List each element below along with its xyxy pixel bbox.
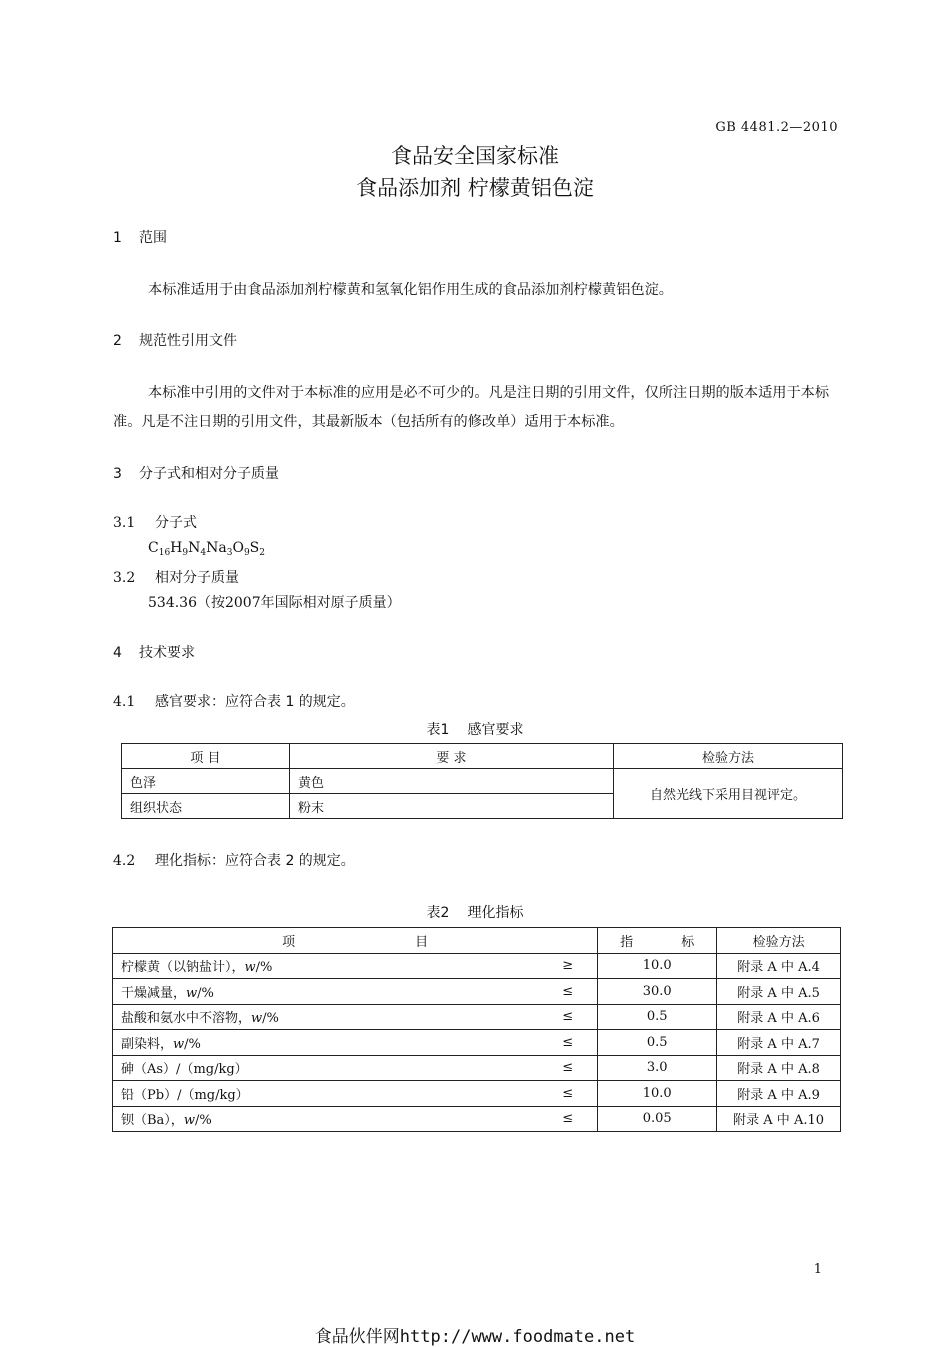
header-cell: 检验方法 <box>614 744 843 769</box>
item-unit-suffix: /% <box>194 1113 212 1129</box>
comparison-symbol: ≤ <box>541 1081 598 1107</box>
requirement-cell: 粉末 <box>290 794 614 819</box>
item-name: 钡（Ba）， <box>121 1113 184 1129</box>
section-title: 感官要求：应符合表 1 的规定。 <box>155 694 355 710</box>
section-number: 3 <box>113 466 122 482</box>
section-number: 4.2 <box>113 853 136 869</box>
footer-site-name: 食品伙伴网 <box>314 1327 400 1347</box>
header-cell-index <box>598 928 717 954</box>
header-item-b: 目 <box>415 934 429 950</box>
footer <box>0 1322 950 1347</box>
index-value-cell: 0.05 <box>598 1106 717 1132</box>
standard-number: GB 4481.2—2010 <box>715 120 838 135</box>
table-row <box>122 769 843 794</box>
item-unit-symbol: w <box>244 960 256 976</box>
header-cell-item <box>113 928 598 954</box>
section-4-heading <box>113 642 195 662</box>
table-row <box>113 953 841 979</box>
item-cell <box>113 979 542 1005</box>
section-title: 理化指标：应符合表 2 的规定。 <box>155 853 355 869</box>
formula-element: C <box>148 540 159 556</box>
item-cell: 组织状态 <box>122 794 290 819</box>
caption-number: 表2 <box>426 905 450 921</box>
index-value-cell: 10.0 <box>598 953 717 979</box>
item-name: 副染料， <box>121 1036 174 1052</box>
index-value-cell: 30.0 <box>598 979 717 1005</box>
method-cell: 附录 A 中 A.6 <box>717 1004 841 1030</box>
table-row <box>113 1004 841 1030</box>
item-cell: 色泽 <box>122 769 290 794</box>
item-cell <box>113 1030 542 1056</box>
item-cell <box>113 1055 542 1081</box>
section-3-1-heading <box>113 512 197 532</box>
method-cell: 附录 A 中 A.4 <box>717 953 841 979</box>
section-number: 1 <box>113 230 122 246</box>
section-title: 分子式和相对分子质量 <box>139 466 279 482</box>
table-1-sensory <box>121 743 843 819</box>
method-cell: 附录 A 中 A.5 <box>717 979 841 1005</box>
table-row <box>113 1055 841 1081</box>
header-cell: 项 目 <box>122 744 290 769</box>
table-header-row <box>122 744 843 769</box>
page-number: 1 <box>813 1262 822 1277</box>
formula-element: S <box>249 540 260 556</box>
header-item-a: 项 <box>282 934 296 950</box>
formula-element: Na <box>206 540 227 556</box>
header-index-a: 指 <box>620 934 634 950</box>
requirement-cell: 黄色 <box>290 769 614 794</box>
section-3-heading <box>113 463 279 483</box>
section-number: 4 <box>113 645 122 661</box>
item-cell <box>113 1106 542 1132</box>
item-name: 盐酸和氨水中不溶物， <box>121 1011 252 1027</box>
section-title: 技术要求 <box>139 645 195 661</box>
caption-number: 表1 <box>426 722 450 738</box>
item-cell <box>113 1081 542 1107</box>
section-1-text: 本标准适用于由食品添加剂柠檬黄和氢氧化铝作用生成的食品添加剂柠檬黄铝色淀。 <box>148 282 673 298</box>
section-number: 2 <box>113 333 122 349</box>
item-unit-symbol: w <box>173 1036 185 1052</box>
table-row <box>113 1030 841 1056</box>
section-title: 相对分子质量 <box>155 570 239 586</box>
comparison-symbol: ≤ <box>541 1004 598 1030</box>
formula-element: N <box>188 540 201 556</box>
comparison-symbol: ≤ <box>541 1106 598 1132</box>
caption-title: 感官要求 <box>467 722 524 738</box>
method-cell: 附录 A 中 A.10 <box>717 1106 841 1132</box>
comparison-symbol: ≥ <box>541 953 598 979</box>
molecular-formula <box>148 540 265 558</box>
section-title: 规范性引用文件 <box>139 333 237 349</box>
section-3-2-heading <box>113 567 239 587</box>
header-index-b: 标 <box>681 934 695 950</box>
index-value-cell: 10.0 <box>598 1081 717 1107</box>
table-row <box>113 979 841 1005</box>
item-cell <box>113 1004 542 1030</box>
item-unit-suffix: /% <box>184 1036 201 1052</box>
item-unit-suffix: /% <box>197 985 214 1001</box>
molecular-mass: 534.36（按2007年国际相对原子质量） <box>148 595 401 611</box>
formula-element: O <box>232 540 244 556</box>
formula-subscript: 2 <box>259 548 265 558</box>
section-number: 3.1 <box>113 515 136 531</box>
table-2-physicochemical <box>112 927 841 1132</box>
header-cell-method: 检验方法 <box>717 928 841 954</box>
section-2-text: 本标准中引用的文件对于本标准的应用是必不可少的。凡是注日期的引用文件，仅所注日期的版本适用于本标准。凡是不注日期的引用文件，其最新版本（包括所有的修改单）适用于本标准。 <box>113 385 830 430</box>
formula-subscript: 9 <box>182 548 189 558</box>
doc-title-line1: 食品安全国家标准 <box>391 144 559 168</box>
item-name: 柠檬黄（以钠盐计）， <box>121 960 245 976</box>
item-unit-suffix: /% <box>255 960 273 976</box>
item-unit-symbol: w <box>186 985 198 1001</box>
header-cell: 要 求 <box>290 744 614 769</box>
formula-subscript: 3 <box>226 548 233 558</box>
index-value-cell: 3.0 <box>598 1055 717 1081</box>
item-unit-symbol: w <box>251 1011 263 1027</box>
table-header-row <box>113 928 841 954</box>
section-number: 3.2 <box>113 570 136 586</box>
method-cell: 附录 A 中 A.7 <box>717 1030 841 1056</box>
formula-subscript: 4 <box>200 548 207 558</box>
formula-element: H <box>170 540 183 556</box>
comparison-symbol: ≤ <box>541 1030 598 1056</box>
comparison-symbol: ≤ <box>541 979 598 1005</box>
section-4-2-heading <box>113 850 355 870</box>
footer-url: http://www.foodmate.net <box>399 1327 636 1347</box>
comparison-symbol: ≤ <box>541 1055 598 1081</box>
item-name: 干燥减量， <box>121 985 187 1001</box>
method-cell: 附录 A 中 A.8 <box>717 1055 841 1081</box>
item-unit-suffix: /% <box>262 1011 279 1027</box>
index-value-cell: 0.5 <box>598 1030 717 1056</box>
table-row <box>113 1106 841 1132</box>
section-2-heading <box>113 330 237 350</box>
item-name: 砷（As）/（mg/kg） <box>121 1062 248 1078</box>
section-title: 范围 <box>139 230 167 246</box>
caption-title: 理化指标 <box>467 905 524 921</box>
table-row <box>113 1081 841 1107</box>
method-cell: 附录 A 中 A.9 <box>717 1081 841 1107</box>
formula-subscript: 9 <box>243 548 250 558</box>
table-1-caption <box>0 719 950 739</box>
section-number: 4.1 <box>113 694 136 710</box>
section-1-heading <box>113 227 167 247</box>
item-unit-symbol: w <box>183 1113 195 1129</box>
section-title: 分子式 <box>155 515 197 531</box>
item-cell <box>113 953 542 979</box>
method-cell: 自然光线下采用目视评定。 <box>614 769 843 819</box>
index-value-cell: 0.5 <box>598 1004 717 1030</box>
formula-subscript: 16 <box>158 548 171 558</box>
table-2-caption <box>0 902 950 922</box>
section-4-1-heading <box>113 691 355 711</box>
doc-title-line2: 食品添加剂 柠檬黄铝色淀 <box>356 176 594 200</box>
item-name: 铅（Pb）/（mg/kg） <box>121 1087 249 1103</box>
